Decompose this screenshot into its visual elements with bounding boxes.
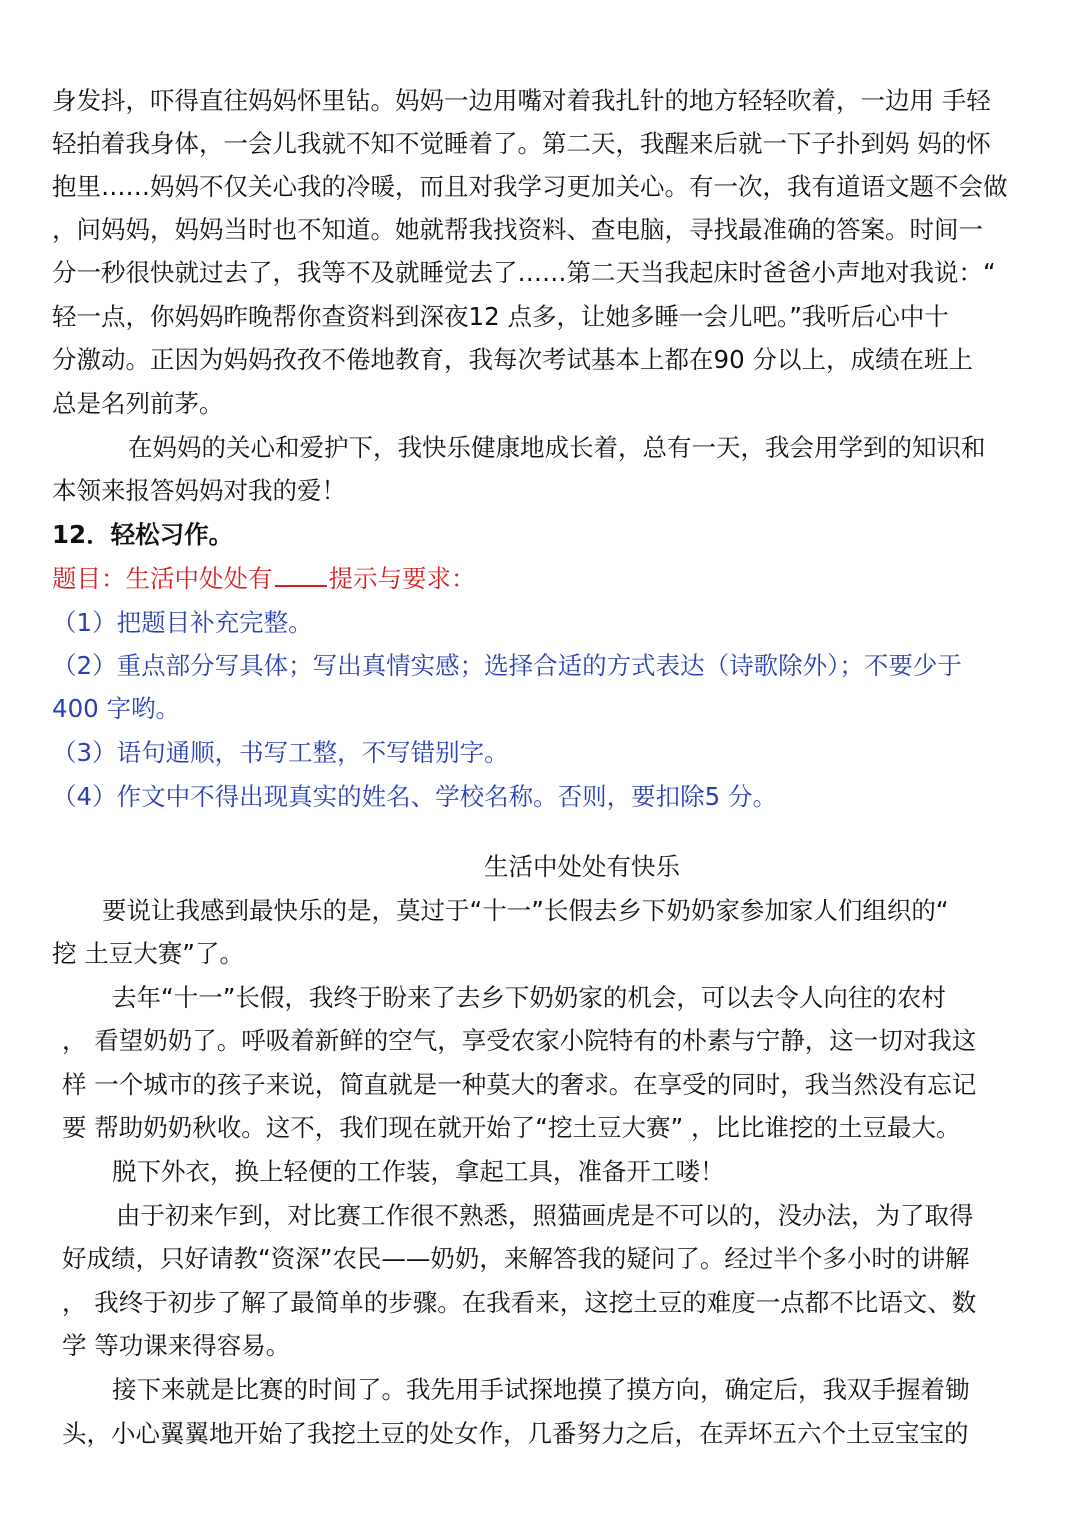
sample-essay-title: 生活中处处有快乐 (484, 852, 680, 881)
requirement-item: （4）作文中不得出现真实的姓名、学校名称。否则，要扣除5 分。 (52, 782, 777, 811)
prompt-title (52, 562, 476, 596)
requirement-item: （2）重点部分写具体；写出真情实感；选择合适的方式表达（诗歌除外）；不要少于 (52, 651, 962, 680)
sample-essay-line: 好成绩，只好请教“资深”农民——奶奶，来解答我的疑问了。经过半个多小时的讲解 (62, 1244, 970, 1273)
essay-line: ，问妈妈，妈妈当时也不知道。她就帮我找资料、查电脑，寻找最准确的答案。时间一 (52, 215, 983, 244)
essay-line: 分一秒很快就过去了，我等不及就睡觉去了……第二天当我起床时爸爸小声地对我说：“ (52, 258, 996, 287)
essay-line: 抱里……妈妈不仅关心我的冷暖，而且对我学习更加关心。有一次，我有道语文题不会做 (52, 172, 1008, 201)
sample-essay-line: 接下来就是比赛的时间了。我先用手试探地摸了摸方向，确定后，我双手握着锄 (112, 1375, 970, 1404)
essay-line: 身发抖，吓得直往妈妈怀里钻。妈妈一边用嘴对着我扎针的地方轻轻吹着，一边用 手轻 (52, 86, 991, 115)
sample-essay-line: 挖 土豆大赛”了。 (52, 939, 244, 968)
essay-line: 本领来报答妈妈对我的爱！ (52, 476, 346, 505)
essay-line: 轻一点，你妈妈昨晚帮你查资料到深夜12 点多，让她多睡一会儿吧。”我听后心中十 (52, 302, 949, 331)
question-heading: 12．轻松习作。 (52, 520, 234, 549)
sample-essay-line: 头，小心翼翼地开始了我挖土豆的处女作，几番努力之后，在弄坏五六个土豆宝宝的 (62, 1419, 969, 1448)
requirement-item: 400 字哟。 (52, 694, 181, 723)
sample-essay-line: 去年“十一”长假，我终于盼来了去乡下奶奶家的机会，可以去令人向往的农村 (112, 983, 946, 1012)
sample-essay-line: 脱下外衣，换上轻便的工作装，拿起工具，准备开工喽！ (112, 1157, 725, 1186)
requirement-item: （1）把题目补充完整。 (52, 608, 313, 637)
essay-line: 总是名列前茅。 (52, 389, 224, 418)
prompt-title-after: 提示与要求： (328, 564, 476, 593)
sample-essay-line: ， 我终于初步了解了最简单的步骤。在我看来，这挖土豆的难度一点都不比语文、数 (62, 1288, 977, 1317)
sample-essay-line: 要 帮助奶奶秋收。这不，我们现在就开始了“挖土豆大赛” ，比比谁挖的土豆最大。 (62, 1113, 961, 1142)
sample-essay-line: 样 一个城市的孩子来说，简直就是一种莫大的奢求。在享受的同时，我当然没有忘记 (62, 1070, 977, 1099)
requirement-item: （3）语句通顺，书写工整，不写错别字。 (52, 738, 509, 767)
prompt-title-before: 题目：生活中处处有 (52, 564, 273, 593)
sample-essay-line: 要说让我感到最快乐的是，莫过于“十一”长假去乡下奶奶家参加家人们组织的“ (102, 896, 949, 925)
sample-essay-line: 学 等功课来得容易。 (62, 1331, 291, 1360)
essay-line: 在妈妈的关心和爱护下，我快乐健康地成长着，总有一天，我会用学到的知识和 (128, 433, 986, 462)
sample-essay-line: 由于初来乍到，对比赛工作很不熟悉，照猫画虎是不可以的，没办法，为了取得 (116, 1201, 974, 1230)
essay-line: 分激动。正因为妈妈孜孜不倦地教育，我每次考试基本上都在90 分以上，成绩在班上 (52, 345, 973, 374)
sample-essay-line: ， 看望奶奶了。呼吸着新鲜的空气，享受农家小院特有的朴素与宁静，这一切对我这 (62, 1026, 977, 1055)
essay-line: 轻拍着我身体，一会儿我就不知不觉睡着了。第二天，我醒来后就一下子扑到妈 妈的怀 (52, 129, 991, 158)
fill-in-blank (275, 563, 327, 587)
